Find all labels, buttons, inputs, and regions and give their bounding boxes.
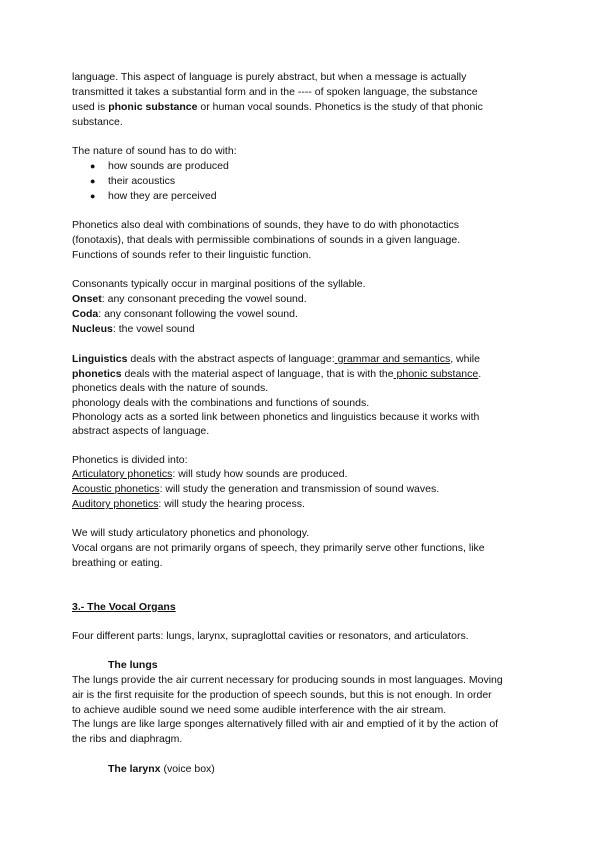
paragraph-line: Functions of sounds refer to their linguistic function. <box>72 249 312 261</box>
text: deals with the abstract aspects of language: <box>127 353 335 365</box>
text: . <box>478 368 482 380</box>
list-item: how sounds are produced <box>108 160 229 172</box>
paragraph-line: The lungs are like large sponges alternatively filled with air and emptied of it by the action of <box>72 718 499 730</box>
term: Nucleus <box>72 323 113 335</box>
underlined-term: Auditory phonetics <box>72 498 159 510</box>
paragraph-line: Consonants typically occur in marginal positions of the syllable. <box>72 278 366 290</box>
paragraph-line: substance. <box>72 116 123 128</box>
heading-text: The larynx <box>108 763 161 775</box>
bullet-icon: ● <box>90 176 96 186</box>
text: (voice box) <box>160 763 215 775</box>
paragraph-line: breathing or eating. <box>72 557 163 569</box>
underlined-text: phonic substance <box>393 368 479 380</box>
paragraph-line: Phonology acts as a sorted link between phonetics and linguistics because it works with <box>72 411 480 423</box>
section-heading <box>72 600 176 614</box>
definition: : any consonant following the vowel sound. <box>98 308 298 320</box>
paragraph-line <box>72 367 481 381</box>
list-item: how they are perceived <box>108 190 217 202</box>
paragraph-line: air is the first requisite for the production of speech sounds, but this is not enough. In order <box>72 689 492 701</box>
paragraph-line: to achieve audible sound we need some audible interference with the air stream. <box>72 704 447 716</box>
text: deals with the material aspect of language, that is with the <box>121 368 394 380</box>
definition: : will study the hearing process. <box>158 498 305 510</box>
list-intro: The nature of sound has to do with: <box>72 145 237 157</box>
paragraph-line: We will study articulatory phonetics and phonology. <box>72 527 310 539</box>
definition-nucleus <box>72 322 195 336</box>
term-phonic-substance: phonic substance <box>108 101 198 113</box>
paragraph-line: transmitted it takes a substantial form and in the ---- of spoken language, the substance <box>72 86 478 98</box>
paragraph-line: Four different parts: lungs, larynx, supraglottal cavities or resonators, and articulators. <box>72 630 469 642</box>
underlined-text: grammar and semantics <box>334 353 451 365</box>
definition-articulatory <box>72 467 348 481</box>
paragraph-line <box>72 100 483 114</box>
definition-onset <box>72 292 307 306</box>
text: , while <box>450 353 480 365</box>
paragraph-line: Vocal organs are not primarily organs of speech, they primarily serve other functions, like <box>72 542 485 554</box>
term: phonetics <box>72 368 122 380</box>
underlined-term: Acoustic phonetics <box>72 483 160 495</box>
term: Linguistics <box>72 353 128 365</box>
list-item: their acoustics <box>108 175 176 187</box>
definition-acoustic <box>72 482 439 496</box>
paragraph-line: phonetics deals with the nature of sounds. <box>72 382 269 394</box>
paragraph-line: language. This aspect of language is purely abstract, but when a message is actually <box>72 71 467 83</box>
definition: : the vowel sound <box>112 323 195 335</box>
bullet-icon: ● <box>90 161 96 171</box>
paragraph-line: abstract aspects of language. <box>72 425 210 437</box>
heading-text: 3.- The Vocal Organs <box>72 601 176 613</box>
underlined-term: Articulatory phonetics <box>72 468 173 480</box>
term: Onset <box>72 293 102 305</box>
definition: : any consonant preceding the vowel sound. <box>101 293 307 305</box>
paragraph-line <box>72 352 480 366</box>
paragraph-line: The lungs provide the air current necessary for producing sounds in most languages. Moving <box>72 674 503 686</box>
paragraph-line: phonology deals with the combinations and functions of sounds. <box>72 397 370 409</box>
definition: : will study how sounds are produced. <box>172 468 348 480</box>
text: or human vocal sounds. Phonetics is the study of that phonic <box>197 101 483 113</box>
text: used is <box>72 101 109 113</box>
bullet-icon: ● <box>90 191 96 201</box>
subheading-larynx <box>108 762 215 776</box>
definition-auditory <box>72 497 305 511</box>
term: Coda <box>72 308 99 320</box>
definition-coda <box>72 307 298 321</box>
definition: : will study the generation and transmission of sound waves. <box>159 483 440 495</box>
paragraph-line: Phonetics is divided into: <box>72 454 188 466</box>
paragraph-line: Phonetics also deal with combinations of sounds, they have to do with phonotactics <box>72 219 459 231</box>
paragraph-line: (fonotaxis), that deals with permissible combinations of sounds in a given language. <box>72 234 461 246</box>
paragraph-line: the ribs and diaphragm. <box>72 733 183 745</box>
subheading-lungs: The lungs <box>108 659 158 671</box>
